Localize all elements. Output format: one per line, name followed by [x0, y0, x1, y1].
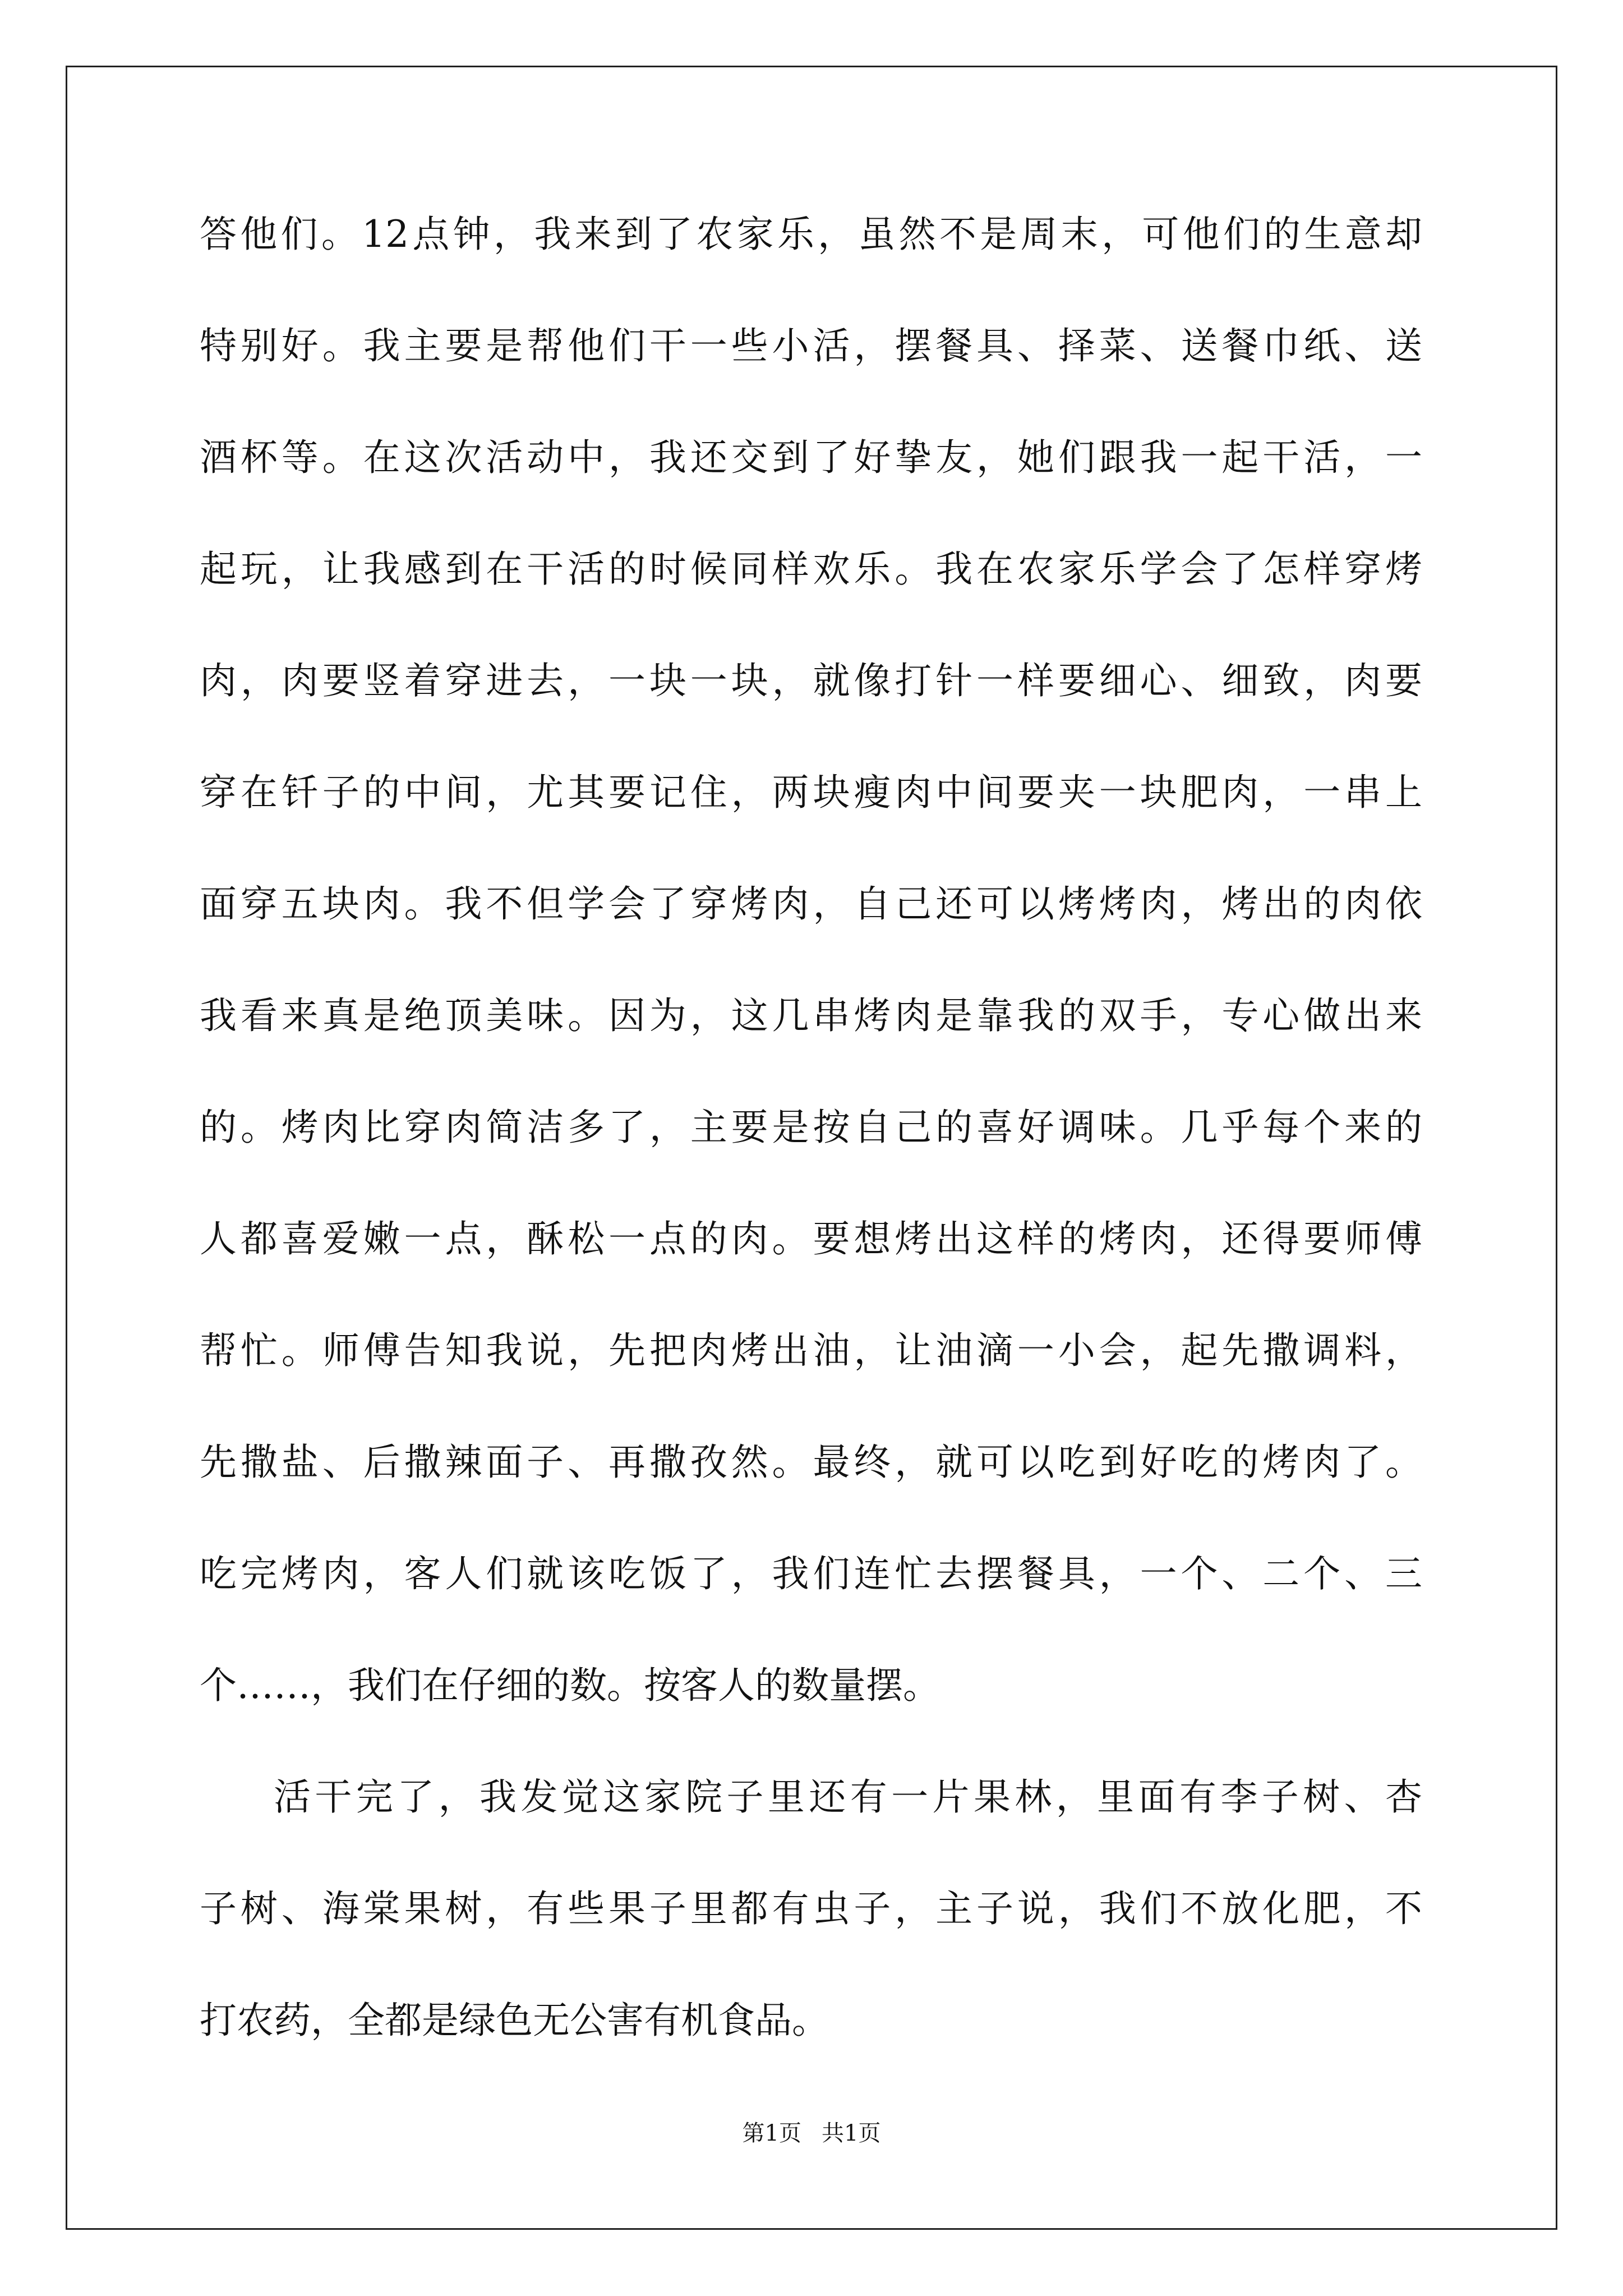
- text-line: 肉，肉要竖着穿进去，一块一块，就像打针一样要细心、细致，肉要: [200, 659, 1422, 702]
- text-line: 答他们。12点钟，我来到了农家乐，虽然不是周末，可他们的生意却: [200, 213, 1422, 256]
- document-body: [200, 213, 1422, 2114]
- page-footer: [0, 2122, 1623, 2145]
- page-number-total: 共1页: [822, 2120, 881, 2146]
- text-line: 活干完了，我发觉这家院子里还有一片果林，里面有李子树、杏: [274, 1775, 1422, 1819]
- text-line: 吃完烤肉，客人们就该吃饭了，我们连忙去摆餐具，一个、二个、三: [200, 1552, 1422, 1595]
- text-line: 子树、海棠果树，有些果子里都有虫子，主子说，我们不放化肥，不: [200, 1887, 1422, 1930]
- text-line: 的。烤肉比穿肉简洁多了，主要是按自己的喜好调味。几乎每个来的: [200, 1106, 1422, 1149]
- page-number-current: 第1页: [742, 2120, 801, 2146]
- text-line: 穿在钎子的中间，尤其要记住，两块瘦肉中间要夹一块肥肉，一串上: [200, 771, 1422, 814]
- text-line: 个……，我们在仔细的数。按客人的数量摆。: [200, 1664, 940, 1707]
- text-line: 酒杯等。在这次活动中，我还交到了好挚友，她们跟我一起干活，一: [200, 436, 1422, 479]
- text-line: 打农药，全都是绿色无公害有机食品。: [200, 1999, 829, 2042]
- text-line: 帮忙。师傅告知我说，先把肉烤出油，让油滴一小会，起先撒调料，: [200, 1329, 1422, 1372]
- text-line: 先撒盐、后撒辣面子、再撒孜然。最终，就可以吃到好吃的烤肉了。: [200, 1441, 1422, 1484]
- text-line: 起玩，让我感到在干活的时候同样欢乐。我在农家乐学会了怎样穿烤: [200, 547, 1422, 591]
- text-line: 特别好。我主要是帮他们干一些小活，摆餐具、择菜、送餐巾纸、送: [200, 324, 1422, 367]
- text-line: 人都喜爱嫩一点，酥松一点的肉。要想烤出这样的烤肉，还得要师傅: [200, 1217, 1422, 1260]
- text-line: 我看来真是绝顶美味。因为，这几串烤肉是靠我的双手，专心做出来: [200, 994, 1422, 1037]
- text-line: 面穿五块肉。我不但学会了穿烤肉，自己还可以烤烤肉，烤出的肉依: [200, 882, 1422, 926]
